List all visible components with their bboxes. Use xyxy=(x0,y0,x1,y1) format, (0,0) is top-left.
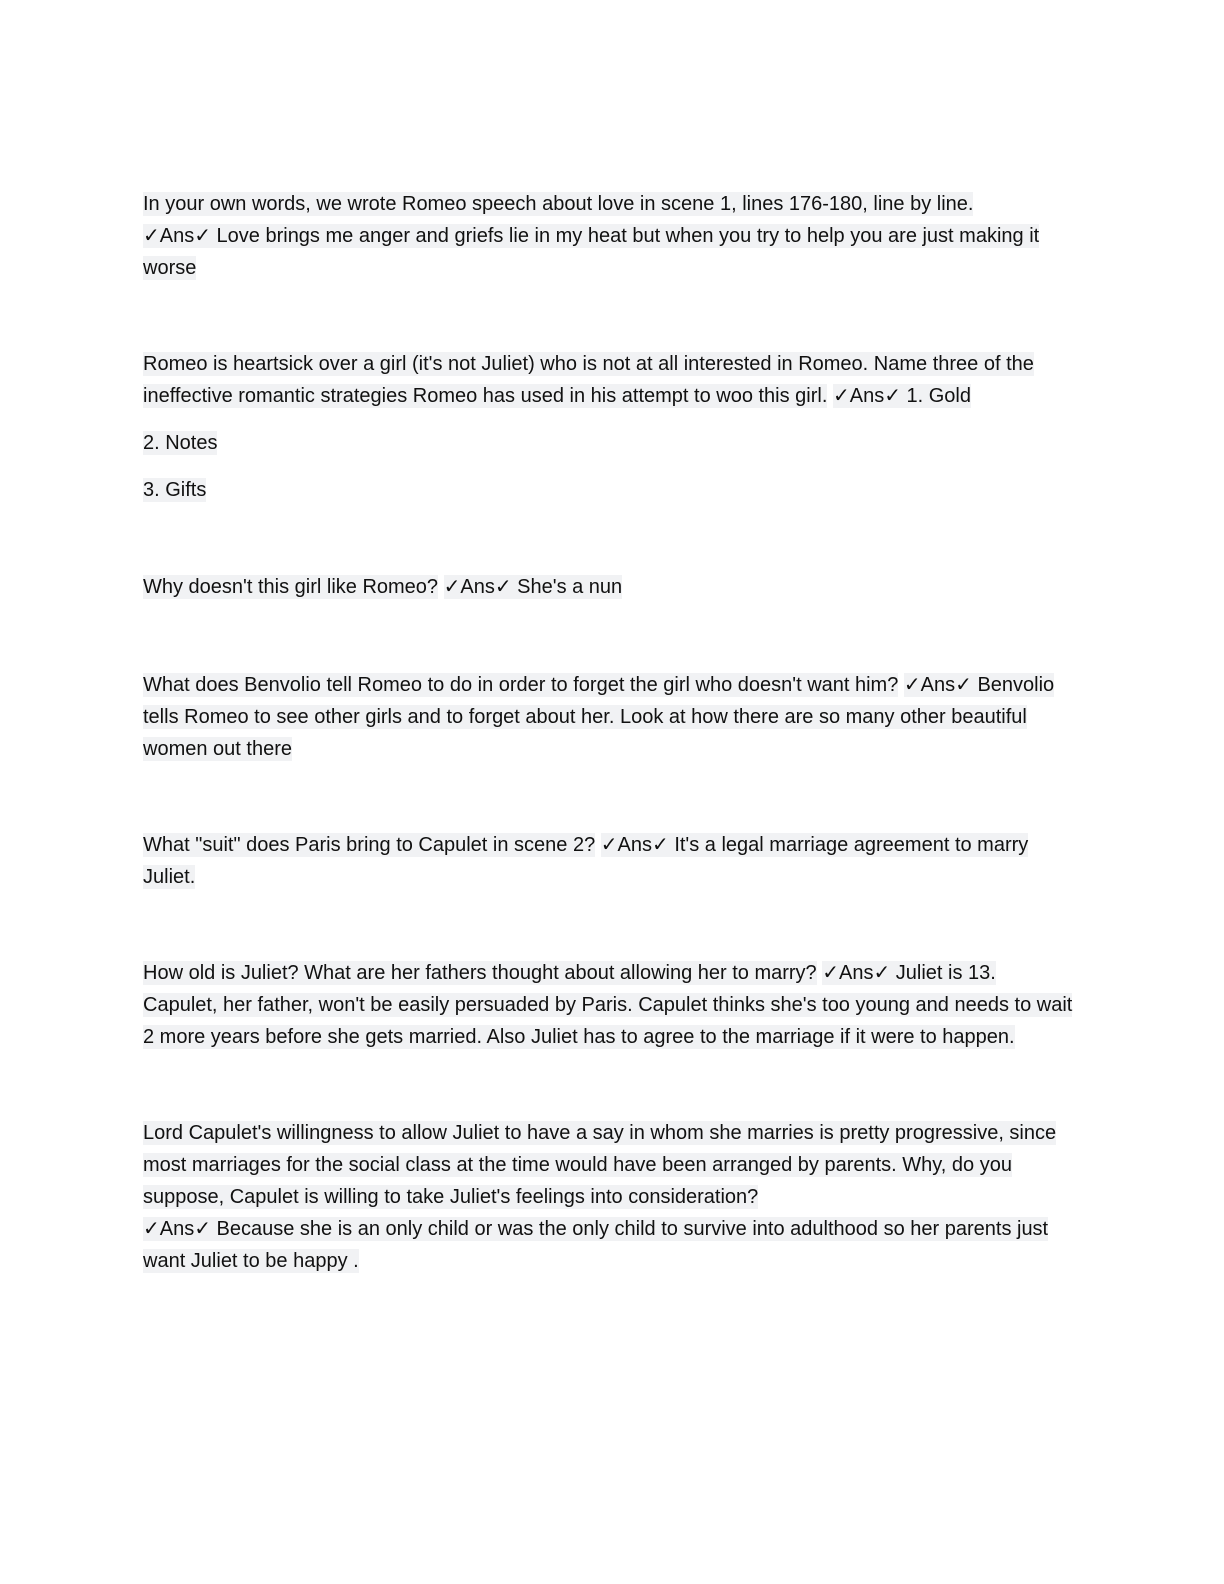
question-text: What does Benvolio tell Romeo to do in order to forget the girl who doesn't want him? xyxy=(143,674,899,696)
list-item-text: 3. Gifts xyxy=(143,479,207,501)
qa-item-6 xyxy=(143,957,1073,1053)
question-text: Romeo is heartsick over a girl (it's not Juliet) who is not at all interested in Romeo. Name three of the ineffective romantic strategies Romeo has used in his attempt to woo this girl. xyxy=(143,353,1034,407)
question-text: How old is Juliet? What are her fathers thought about allowing her to marry? xyxy=(143,962,817,984)
qa-item-7 xyxy=(143,1117,1073,1277)
document-page xyxy=(143,188,1073,1277)
question-text: Why doesn't this girl like Romeo? xyxy=(143,576,439,598)
qa-item-2 xyxy=(143,348,1073,412)
answer-text: ✓Ans✓ 1. Gold xyxy=(832,385,971,407)
answer-text: ✓Ans✓ It's a legal marriage agreement to marry Juliet. xyxy=(143,834,1029,888)
qa-item-1 xyxy=(143,188,1073,284)
answer-text: ✓Ans✓ Benvolio tells Romeo to see other girls and to forget about her. Look at how there are so many other beautiful women out there xyxy=(143,674,1055,760)
question-text: What "suit" does Paris bring to Capulet in scene 2? xyxy=(143,834,596,856)
answer-text: ✓Ans✓ Because she is an only child or was the only child to survive into adulthood so her parents just want Juliet to be happy . xyxy=(143,1218,1049,1272)
answer-text: ✓Ans✓ Love brings me anger and griefs lie in my heat but when you try to help you are just making it worse xyxy=(143,225,1040,279)
qa-item-4 xyxy=(143,669,1073,765)
list-item xyxy=(143,427,1073,459)
question-text: Lord Capulet's willingness to allow Juliet to have a say in whom she marries is pretty progressive, since most marriages for the social class at the time would have been arranged by parents. Why, do you suppose, Capulet is willing to take Juliet's feelings into consideration? xyxy=(143,1122,1057,1208)
list-item xyxy=(143,474,1073,506)
qa-item-5 xyxy=(143,829,1073,893)
answer-text: ✓Ans✓ Juliet is 13. Capulet, her father, won't be easily persuaded by Paris. Capulet thinks she's too young and needs to wait 2 more years before she gets married. Also Juliet has to agree to the marriage if it were to happen. xyxy=(143,962,1073,1048)
list-item-text: 2. Notes xyxy=(143,432,218,454)
question-text: In your own words, we wrote Romeo speech about love in scene 1, lines 176-180, line by line. xyxy=(143,193,974,215)
qa-item-3 xyxy=(143,571,1073,603)
answer-text: ✓Ans✓ She's a nun xyxy=(443,576,623,598)
